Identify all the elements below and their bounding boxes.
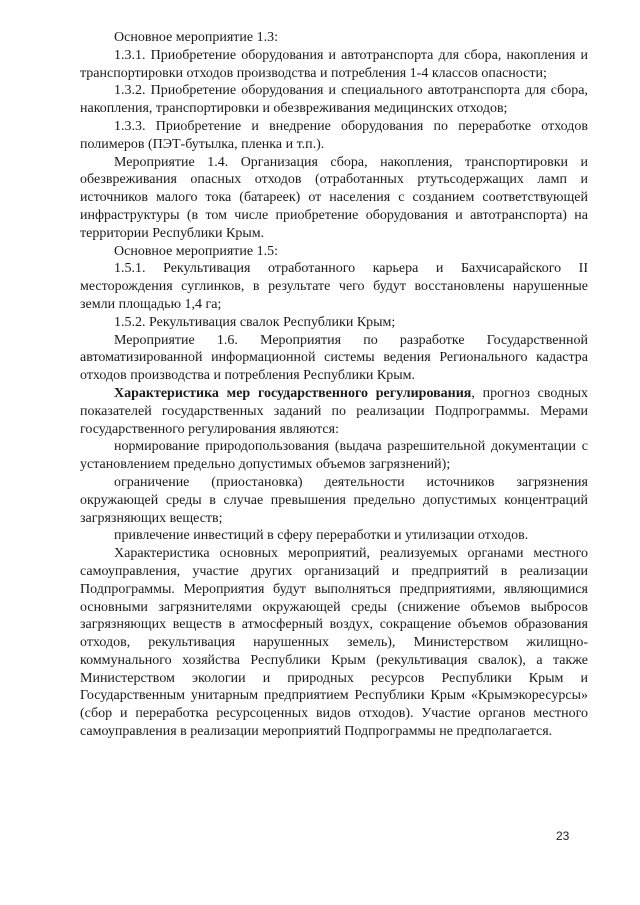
paragraph: Мероприятие 1.6. Мероприятия по разработке Государственной автоматизированной информационной системы ведения Регионального кадастра отходов производства и потребления Республики Крым. [80, 332, 588, 384]
paragraph: привлечение инвестиций в сферу переработки и утилизации отходов. [114, 528, 529, 544]
paragraph: 1.5.2. Рекультивация свалок Республики Крым; [114, 314, 396, 330]
section-heading: Характеристика мер государственного регулирования [114, 385, 472, 401]
paragraph: Основное мероприятие 1.3: [114, 30, 279, 45]
paragraph-text: , прогноз сводных показателей государственных заданий по реализации Подпрограммы. Мерами государственного регулирования являются: [80, 385, 589, 437]
paragraph-regulation-heading [80, 385, 588, 438]
paragraph: 1.5.1. Рекультивация отработанного карьера и Бахчисарайского II месторождения суглинков, в результате чего будут восстановлены нарушенные земли площадью 1,4 га; [80, 261, 588, 312]
paragraph: нормирование природопользования (выдача разрешительной документации с установлением предельно допустимых объемов загрязнений); [80, 439, 588, 473]
paragraph: Мероприятие 1.4. Организация сбора, накопления, транспортировки и обезвреживания опасных отходов (отработанных ртутьсодержащих ламп и источников малого тока (батареек) от населения с созданием соответствующей инфраструктуры (в том числе приобретение оборудования и автотранспорта) на территории Республики Крым. [80, 154, 588, 241]
paragraph: ограничение (приостановка) деятельности источников загрязнения окружающей среды в случае превышения предельно допустимых концентраций загрязняющих веществ; [80, 474, 588, 526]
paragraph: 1.3.2. Приобретение оборудования и специального автотранспорта для сбора, накопления, транспортировки и обезвреживания медицинских отходов; [80, 83, 588, 117]
paragraph: Характеристика основных мероприятий, реализуемых органами местного самоуправления, участие других организаций и предприятий в реализации Подпрограммы. Мероприятия будут выполняться предприятиями, являющимися основными загрязнителями окружающей среды (снижение объемов выбросов загрязняющих веществ в атмосферный воздух, сокращение объемов образования отходов, рекультивация нарушенных земель), Министерством жилищно-коммунального хозяйства Республики Крым (рекультивация свалок), а также Министерством экологии и природных ресурсов Республики Крым и Государственным унитарным предприятием Республики Крым «Крымэкоресурсы» (сбор и переработка ресурсоценных видов отходов). Участие органов местного самоуправления в реализации мероприятий Подпрограммы не предполагается. [80, 546, 588, 740]
page-number: 23 [556, 829, 570, 843]
paragraph: 1.3.3. Приобретение и внедрение оборудования по переработке отходов полимеров (ПЭТ-бутылка, пленка и т.п.). [80, 118, 588, 152]
paragraph: 1.3.1. Приобретение оборудования и автотранспорта для сбора, накопления и транспортировки отходов производства и потребления 1-4 классов опасности; [80, 47, 588, 81]
document-page [80, 29, 588, 741]
paragraph: Основное мероприятие 1.5: [114, 243, 279, 259]
